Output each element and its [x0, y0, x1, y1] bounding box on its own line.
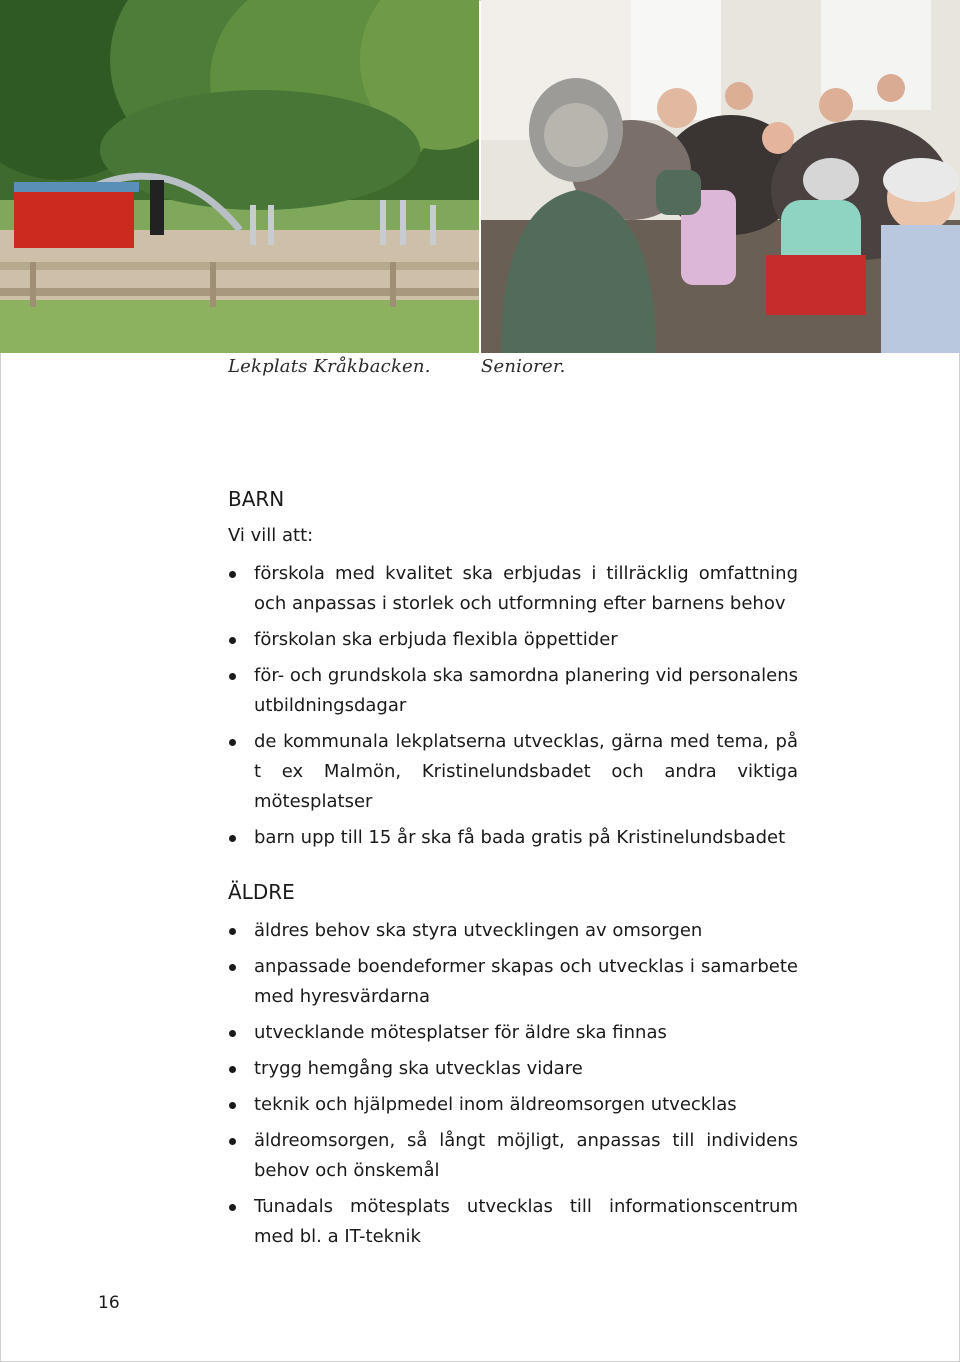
- list-item: de kommunala lekplatserna utvecklas, gärna med tema, på t ex Malmön, Kristinelundsbadet och andra viktiga mötesplatser: [228, 727, 798, 817]
- list-item: förskola med kvalitet ska erbjudas i tillräcklig omfattning och anpassas i storlek och utformning efter barnens behov: [228, 559, 798, 619]
- playground-photo: [0, 0, 479, 353]
- list-item: äldres behov ska styra utvecklingen av omsorgen: [228, 916, 798, 946]
- list-item: äldreomsorgen, så långt möjligt, anpassas till individens behov och önskemål: [228, 1126, 798, 1186]
- section-aldre: [228, 879, 798, 1252]
- section-barn: [228, 486, 798, 853]
- list-item: trygg hemgång ska utvecklas vidare: [228, 1054, 798, 1084]
- heading-aldre: ÄLDRE: [228, 880, 295, 904]
- main-content: [228, 486, 798, 1258]
- list-item: för- och grundskola ska samordna planering vid personalens utbildningsdagar: [228, 661, 798, 721]
- list-item: teknik och hjälpmedel inom äldreomsorgen utvecklas: [228, 1090, 798, 1120]
- seniors-gathering-photo: [481, 0, 960, 353]
- barn-list: [228, 559, 798, 853]
- heading-barn: BARN: [228, 487, 285, 511]
- list-item: anpassade boendeformer skapas och utvecklas i samarbete med hyresvärdarna: [228, 952, 798, 1012]
- page-number: 16: [98, 1293, 120, 1313]
- list-item: utvecklande mötesplatser för äldre ska finnas: [228, 1018, 798, 1048]
- list-item: barn upp till 15 år ska få bada gratis på Kristinelundsbadet: [228, 823, 798, 853]
- list-item: förskolan ska erbjuda flexibla öppettider: [228, 625, 798, 655]
- photo-caption-seniors: Seniorer.: [481, 356, 566, 377]
- list-item: Tunadals mötesplats utvecklas till informationscentrum med bl. a IT-teknik: [228, 1192, 798, 1252]
- photo-caption-playground: Lekplats Kråkbacken.: [228, 356, 431, 377]
- aldre-list: [228, 916, 798, 1252]
- intro-text: Vi vill att:: [228, 525, 314, 546]
